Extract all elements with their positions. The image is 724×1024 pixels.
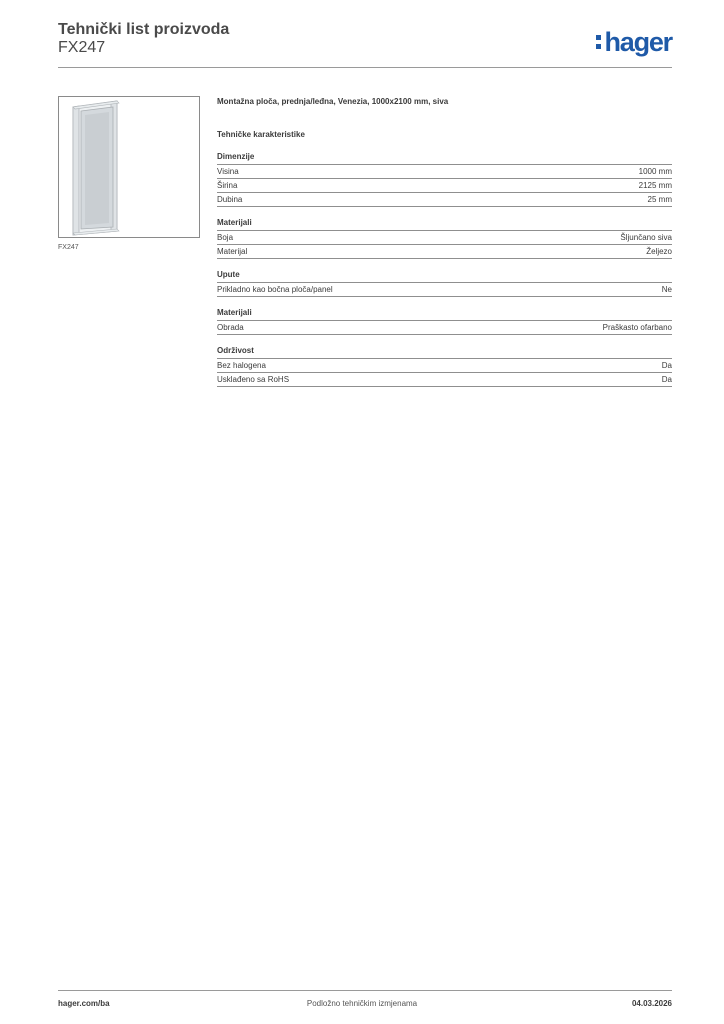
spec-label: Boja <box>217 233 234 242</box>
spec-value: Praškasto ofarbano <box>602 323 672 332</box>
section-title: Materijali <box>217 308 672 321</box>
characteristics-title: Tehničke karakteristike <box>217 130 305 139</box>
mounting-plate-illustration <box>59 97 199 237</box>
section-title: Materijali <box>217 218 672 231</box>
hager-logo[interactable] <box>596 27 672 57</box>
spec-row <box>217 283 672 297</box>
image-caption: FX247 <box>58 244 79 251</box>
section-title: Dimenzije <box>217 152 672 165</box>
spec-label: Prikladno kao bočna ploča/panel <box>217 285 333 294</box>
spec-row <box>217 373 672 387</box>
spec-value: 1000 mm <box>638 167 672 176</box>
spec-value: Šljunčano siva <box>620 233 672 242</box>
spec-row <box>217 179 672 193</box>
spec-row <box>217 231 672 245</box>
section-instructions <box>217 270 672 297</box>
section-materials <box>217 218 672 259</box>
section-title: Održivost <box>217 346 672 359</box>
section-dimensions <box>217 152 672 207</box>
section-title: Upute <box>217 270 672 283</box>
product-image <box>58 96 200 238</box>
spec-label: Usklađeno sa RoHS <box>217 375 290 384</box>
section-sustainability <box>217 346 672 387</box>
product-code: FX247 <box>58 39 106 56</box>
spec-label: Bez halogena <box>217 361 266 370</box>
specs-panel <box>217 96 672 387</box>
footer-notice: Podložno tehničkim izmjenama <box>306 999 418 1008</box>
spec-row <box>217 321 672 335</box>
section-finish <box>217 308 672 335</box>
spec-row <box>217 165 672 179</box>
logo-text: hager <box>604 27 672 57</box>
footer-date: 04.03.2026 <box>631 999 672 1008</box>
header-divider <box>58 67 672 68</box>
spec-row <box>217 245 672 259</box>
spec-value: 2125 mm <box>638 181 672 190</box>
spec-value: 25 mm <box>647 195 672 204</box>
spec-value: Da <box>661 375 672 384</box>
spec-label: Obrada <box>217 323 244 332</box>
spec-value: Da <box>661 361 672 370</box>
spec-label: Materijal <box>217 247 248 256</box>
document-title: Tehnički list proizvoda <box>58 21 230 38</box>
spec-label: Širina <box>217 181 238 190</box>
spec-row <box>217 193 672 207</box>
spec-row <box>217 359 672 373</box>
spec-label: Visina <box>217 167 239 176</box>
spec-label: Dubina <box>217 195 243 204</box>
logo-colon-icon <box>596 27 601 49</box>
spec-value: Željezo <box>646 247 672 256</box>
footer-divider <box>58 990 672 991</box>
footer-website-link[interactable]: hager.com/ba <box>58 999 110 1008</box>
spec-value: Ne <box>661 285 672 294</box>
product-name: Montažna ploča, prednja/leđna, Venezia, 1000x2100 mm, siva <box>217 97 449 106</box>
